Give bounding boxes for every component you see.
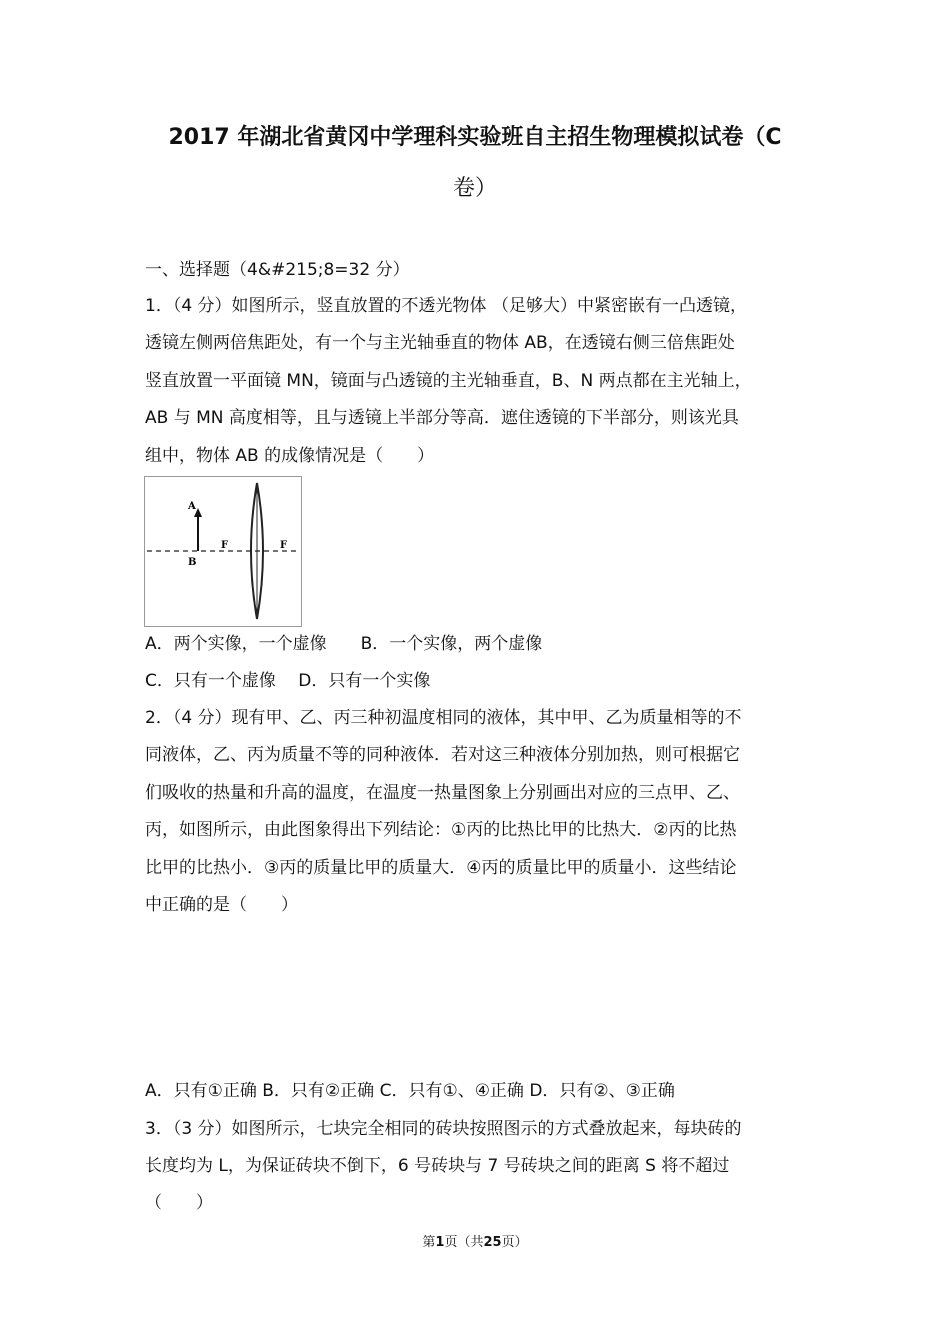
label-a: A bbox=[188, 501, 196, 512]
q2-line: 丙，如图所示，由此图象得出下列结论：①丙的比热比甲的比热大．②丙的比热 bbox=[145, 820, 737, 840]
lens-diagram bbox=[144, 476, 302, 627]
footer-page-number: 1 bbox=[435, 1235, 445, 1250]
q1-line: 组中，物体 AB 的成像情况是（ ） bbox=[145, 446, 435, 466]
footer-mid: 页（共 bbox=[444, 1235, 484, 1250]
q3-line: 长度均为 L，为保证砖块不倒下，6 号砖块与 7 号砖块之间的距离 S 将不超过 bbox=[145, 1156, 730, 1176]
q1-line: 竖直放置一平面镜 MN，镜面与凸透镜的主光轴垂直，B、N 两点都在主光轴上， bbox=[145, 371, 752, 391]
q2-line: 比甲的比热小．③丙的质量比甲的质量大．④丙的质量比甲的质量小．这些结论 bbox=[145, 858, 737, 878]
q2-line: 中正确的是（ ） bbox=[145, 895, 298, 915]
q3-line: 3．（3 分）如图所示，七块完全相同的砖块按照图示的方式叠放起来，每块砖的 bbox=[145, 1119, 742, 1139]
exam-title-line2: 卷） bbox=[452, 176, 497, 201]
q2-line: 们吸收的热量和升高的温度，在温度一热量图象上分别画出对应的三点甲、乙、 bbox=[145, 783, 740, 803]
footer-total-pages: 25 bbox=[483, 1235, 502, 1250]
label-f-right: F bbox=[280, 540, 288, 551]
q3-line: （ ） bbox=[145, 1193, 213, 1213]
footer-prefix: 第 bbox=[422, 1235, 436, 1250]
label-f-left: F bbox=[221, 540, 229, 551]
q1-line: AB 与 MN 高度相等，且与透镜上半部分等高．遮住透镜的下半部分，则该光具 bbox=[145, 408, 739, 428]
q2-line: 同液体，乙、丙为质量不等的同种液体．若对这三种液体分别加热，则可根据它 bbox=[145, 745, 740, 765]
section-heading: 一、选择题（4&#215;8=32 分） bbox=[145, 260, 410, 280]
q1-options-line: C．只有一个虚像 D．只有一个实像 bbox=[145, 671, 431, 691]
q1-options-line: A．两个实像，一个虚像 B．一个实像，两个虚像 bbox=[145, 634, 543, 654]
lens-diagram-svg bbox=[145, 477, 301, 626]
page-footer bbox=[0, 1231, 950, 1250]
q2-options-line: A．只有①正确 B．只有②正确 C．只有①、④正确 D．只有②、③正确 bbox=[145, 1081, 675, 1101]
exam-title-line1: 2017 年湖北省黄冈中学理科实验班自主招生物理模拟试卷（C bbox=[168, 125, 782, 150]
q1-line: 1．（4 分）如图所示，竖直放置的不透光物体 （足够大）中紧密嵌有一凸透镜， bbox=[145, 296, 747, 316]
q2-line: 2．（4 分）现有甲、乙、丙三种初温度相同的液体，其中甲、乙为质量相等的不 bbox=[145, 708, 742, 728]
q1-line: 透镜左侧两倍焦距处，有一个与主光轴垂直的物体 AB，在透镜右侧三倍焦距处 bbox=[145, 333, 735, 353]
label-b: B bbox=[188, 557, 197, 568]
footer-suffix: 页） bbox=[501, 1235, 528, 1250]
